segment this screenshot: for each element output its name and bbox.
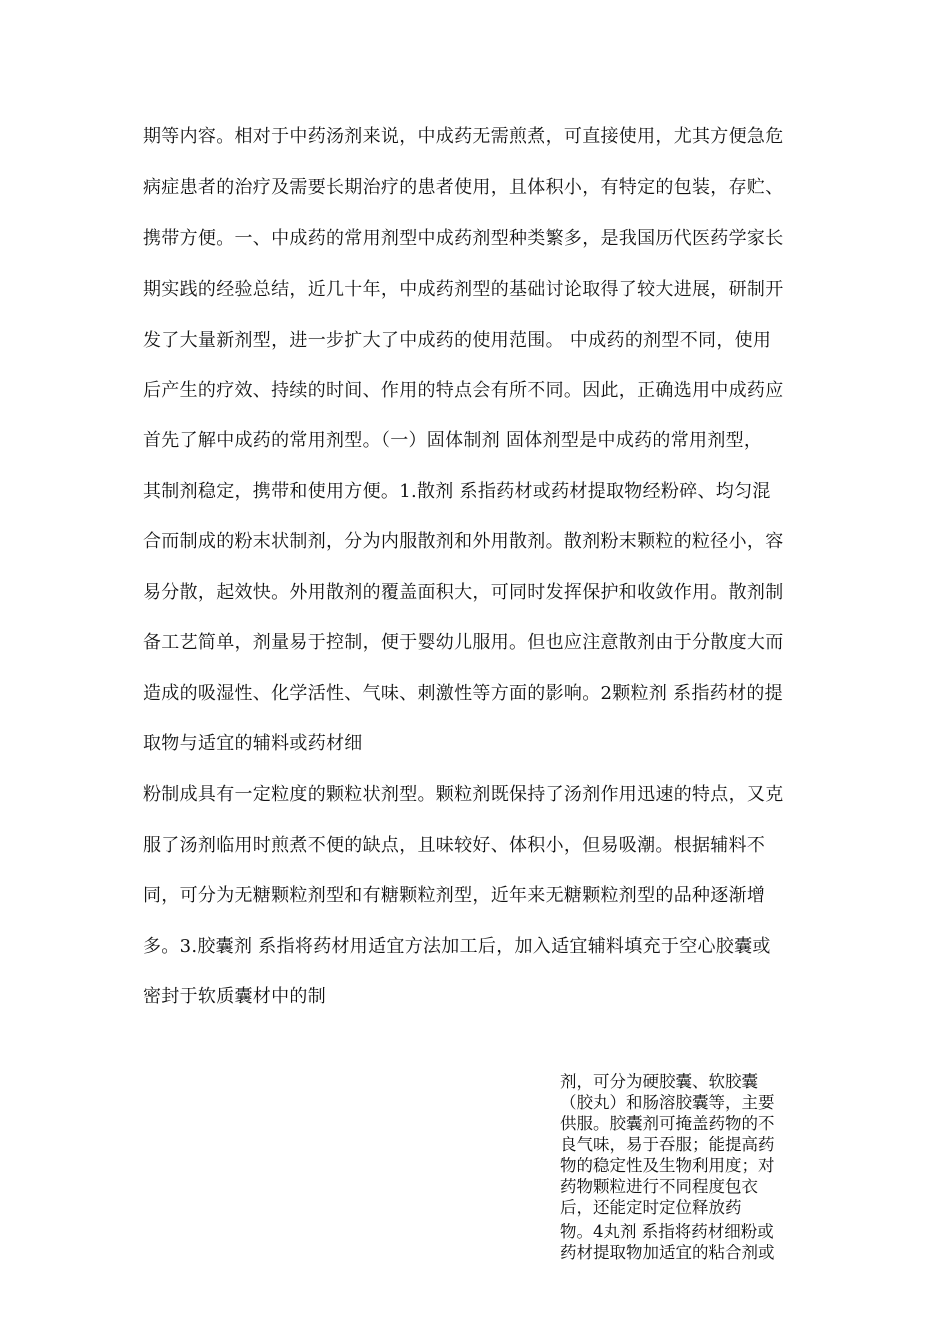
column-text-line: 后，还能定时定位释放药 [560,1198,742,1217]
column-text-line: 物的稳定性及生物利用度；对 [560,1156,775,1175]
text-line: 密封于软质囊材中的制 [143,986,326,1007]
column-text-line: 良气味，易于吞服；能提高药 [560,1135,775,1154]
text-line: 同，可分为无糖颗粒剂型和有糖颗粒剂型，近年来无糖颗粒剂型的品种逐渐增 [143,885,766,906]
text-line: 期等内容。相对于中药汤剂来说，中成药无需煎煮，可直接使用，尤其方便急危 [143,126,784,147]
text-line: 服了汤剂临用时煎煮不便的缺点，且味较好、体积小，但易吸潮。根据辅料不 [143,835,766,856]
text-line: 合而制成的粉末状制剂，分为内服散剂和外用散剂。散剂粉末颗粒的粒径小，容 [143,531,784,552]
text-line: 病症患者的治疗及需要长期治疗的患者使用，且体积小，有特定的包装，存贮、 [143,177,784,198]
text-line: 粉制成具有一定粒度的颗粒状剂型。颗粒剂既保持了汤剂作用迅速的特点，又克 [143,784,784,805]
column-text-line: 剂，可分为硬胶囊、软胶囊 [560,1072,758,1091]
text-line: 发了大量新剂型，进一步扩大了中成药的使用范围。 中成药的剂型不同，使用 [143,330,772,351]
column-text-line: 药材提取物加适宜的粘合剂或 [560,1243,775,1262]
text-line: 取物与适宜的辅料或药材细 [143,733,363,754]
text-line: 后产生的疗效、持续的时间、作用的特点会有所不同。因此，正确选用中成药应 [143,380,784,401]
text-line: 首先了解中成药的常用剂型。（一）固体制剂 固体剂型是中成药的常用剂型， [143,430,763,451]
column-text-line: （胶丸）和肠溶胶囊等，主要 [560,1093,775,1112]
text-line: 易分散，起效快。外用散剂的覆盖面积大，可同时发挥保护和收敛作用。散剂制 [143,582,784,603]
text-line: 其制剂稳定，携带和使用方便。1.散剂 系指药材或药材提取物经粉碎、均匀混 [143,481,771,502]
text-line: 造成的吸湿性、化学活性、气味、刺激性等方面的影响。2颗粒剂 系指药材的提 [143,683,783,704]
text-line: 多。3.胶囊剂 系指将药材用适宜方法加工后，加入适宜辅料填充于空心胶囊或 [143,936,771,957]
column-text-line: 供服。胶囊剂可掩盖药物的不 [560,1114,775,1133]
text-line: 携带方便。一、中成药的常用剂型中成药剂型种类繁多，是我国历代医药学家长 [143,228,784,249]
text-line: 期实践的经验总结，近几十年，中成药剂型的基础讨论取得了较大进展，研制开 [143,279,784,300]
column-text-line: 药物颗粒进行不同程度包衣 [560,1177,758,1196]
column-text-line: 物。4丸剂 系指将药材细粉或 [560,1222,774,1241]
text-line: 备工艺简单，剂量易于控制，便于婴幼儿服用。但也应注意散剂由于分散度大而 [143,632,784,653]
